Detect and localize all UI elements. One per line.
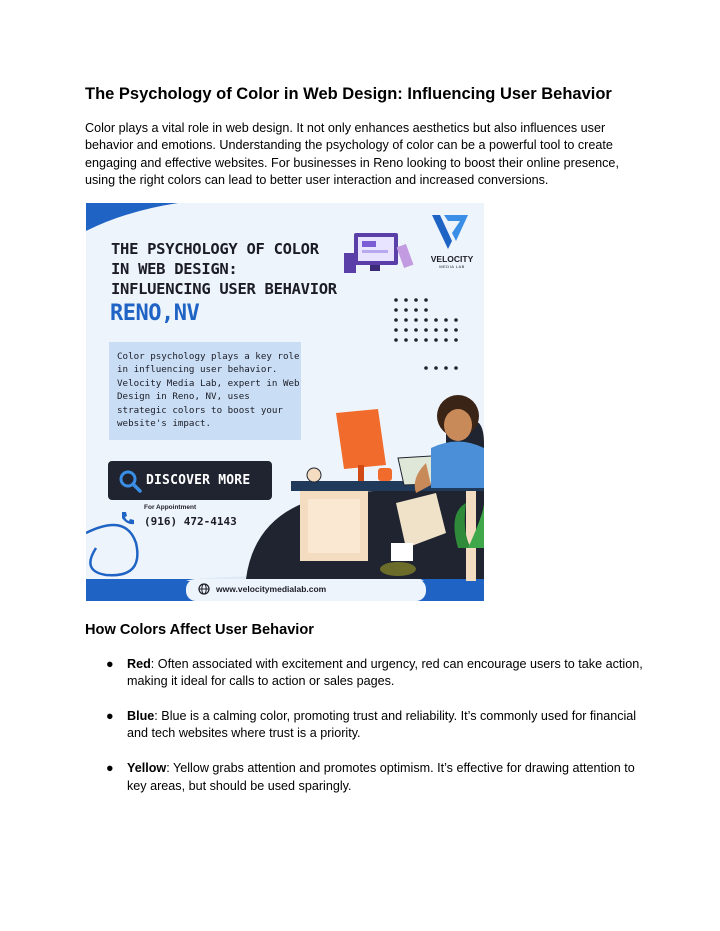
discover-more-label: DISCOVER MORE <box>146 473 251 488</box>
bullet: ● <box>106 657 114 671</box>
website-url[interactable]: www.velocitymedialab.com <box>216 584 327 594</box>
list-item <box>85 708 645 743</box>
discover-more-button[interactable] <box>108 461 272 500</box>
color-description: : Often associated with excitement and urgency, red can encourage users to take action, making it ideal for calls to action or sales pages. <box>127 657 643 689</box>
section-heading: How Colors Affect User Behavior <box>85 622 314 638</box>
banner-headline: THE PSYCHOLOGY OF COLOR IN WEB DESIGN: INFLUENCING USER BEHAVIOR <box>111 240 337 298</box>
banner-city: RENO,NV <box>110 301 200 326</box>
list-item <box>85 760 645 795</box>
phone-number[interactable]: (916) 472-4143 <box>144 515 237 528</box>
color-term: Red <box>127 657 151 671</box>
color-term: Blue <box>127 709 155 724</box>
intro-paragraph: Color plays a vital role in web design. It not only enhances aesthetics but also influences user behavior and emotions. Understanding the psychology of color can be a powerful tool to create engaging and effective websites. For businesses in Reno looking to boost their online presence, using the right colors can lead to better user interaction and increased conversions. <box>85 121 619 187</box>
logo-subtitle: MEDIA LAB <box>439 264 465 269</box>
globe-icon <box>198 583 210 595</box>
color-description: : Yellow grabs attention and promotes optimism. It’s effective for drawing attention to key areas, but should be used sparingly. <box>127 761 635 793</box>
appointment-label: For Appointment <box>144 504 197 511</box>
bullet: ● <box>106 709 114 724</box>
color-description: : Blue is a calming color, promoting trust and reliability. It’s commonly used for financial and tech websites where trust is a priority. <box>127 709 637 741</box>
color-list <box>85 656 645 813</box>
list-item <box>85 656 645 691</box>
swirl-line <box>86 525 137 575</box>
bullet: ● <box>106 761 114 776</box>
phone-icon <box>118 509 138 529</box>
search-icon <box>118 469 142 493</box>
logo-name: VELOCITY <box>430 254 474 264</box>
banner-description-box <box>109 342 301 440</box>
color-term: Yellow <box>127 761 167 776</box>
banner-description: Color psychology plays a key role in influencing user behavior. Velocity Media Lab, expert in Web Design in Reno, NV, uses strategic colors to boost your website's impact. <box>117 351 300 430</box>
velocity-logo-icon <box>428 211 474 253</box>
blue-swoosh-shape <box>86 203 178 231</box>
dot-grid <box>394 298 458 370</box>
monitor-illustration <box>344 233 413 273</box>
promo-banner-image <box>86 203 484 601</box>
page-title: The Psychology of Color in Web Design: Influencing User Behavior <box>85 85 612 103</box>
